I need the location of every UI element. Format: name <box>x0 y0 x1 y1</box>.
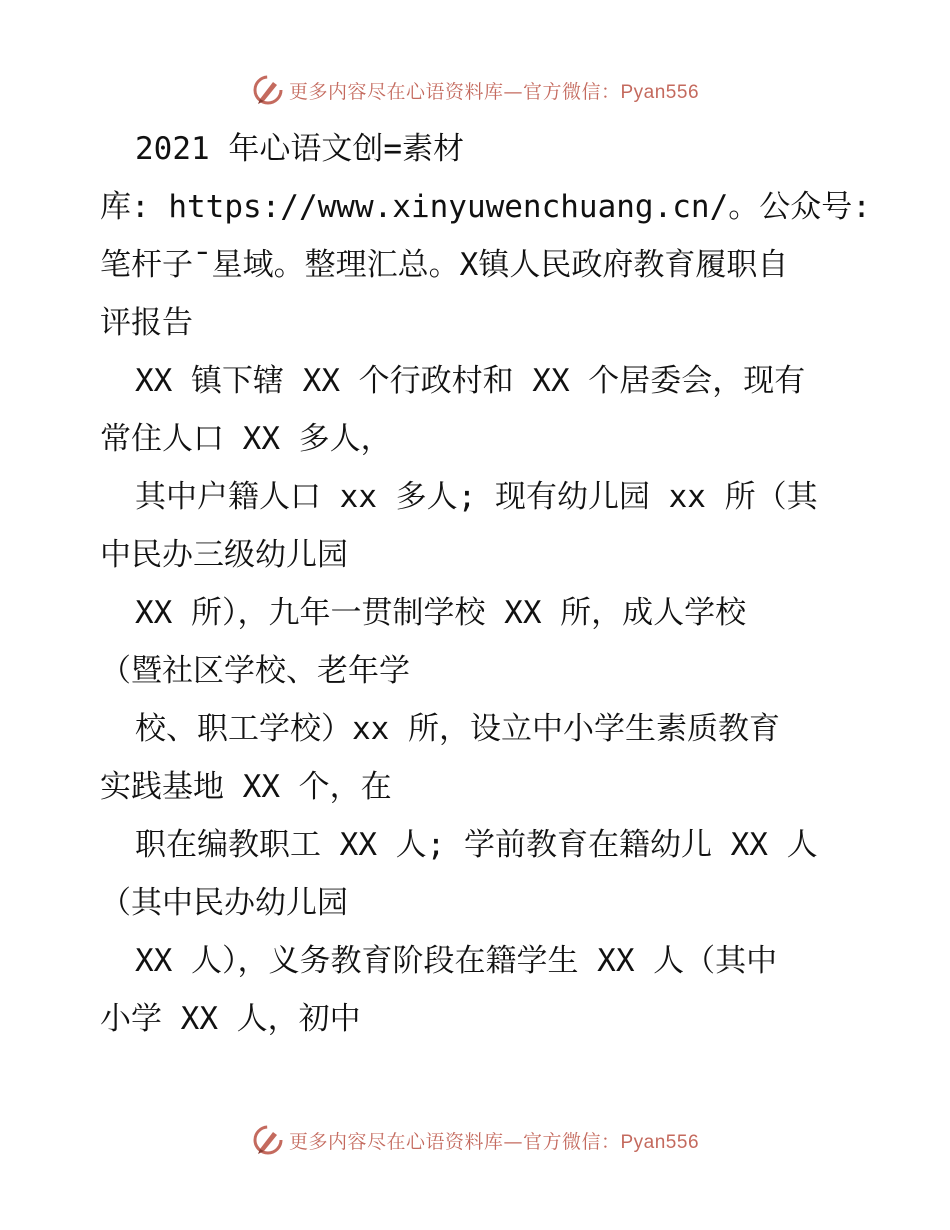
text-line: 库: https://www.xinyuwenchuang.cn/。公众号: <box>100 189 871 225</box>
text-line: 笔杆子¯星域。整理汇总。X镇人民政府教育履职自 <box>100 247 789 283</box>
pen-swirl-logo-icon <box>251 1123 285 1157</box>
header-watermark <box>0 70 950 110</box>
pen-swirl-logo-icon <box>251 73 285 107</box>
text-line: （其中民办幼儿园 <box>100 885 348 921</box>
footer-watermark <box>0 1120 950 1160</box>
text-line: 其中户籍人口 xx 多人; 现有幼儿园 xx 所（其 <box>135 479 818 515</box>
document-body <box>100 120 871 1048</box>
text-line: 评报告 <box>100 305 193 341</box>
text-line: XX 所），九年一贯制学校 XX 所，成人学校 <box>135 595 747 631</box>
text-line: 中民办三级幼儿园 <box>100 537 348 573</box>
text-line: 实践基地 XX 个，在 <box>100 769 392 805</box>
text-line: 2021 年心语文创=素材 <box>135 131 464 167</box>
text-line: 常住人口 XX 多人， <box>100 421 392 457</box>
watermark-text: 更多内容尽在心语资料库—官方微信：Pyan556 <box>288 80 700 103</box>
text-line: 职在编教职工 XX 人; 学前教育在籍幼儿 XX 人 <box>135 827 818 863</box>
text-line: XX 人），义务教育阶段在籍学生 XX 人（其中 <box>135 943 778 979</box>
watermark-text: 更多内容尽在心语资料库—官方微信：Pyan556 <box>288 1130 700 1153</box>
text-line: 小学 XX 人，初中 <box>100 1001 361 1037</box>
text-line: （暨社区学校、老年学 <box>100 653 410 689</box>
text-line: XX 镇下辖 XX 个行政村和 XX 个居委会，现有 <box>135 363 806 399</box>
text-line: 校、职工学校）xx 所，设立中小学生素质教育 <box>135 711 780 747</box>
